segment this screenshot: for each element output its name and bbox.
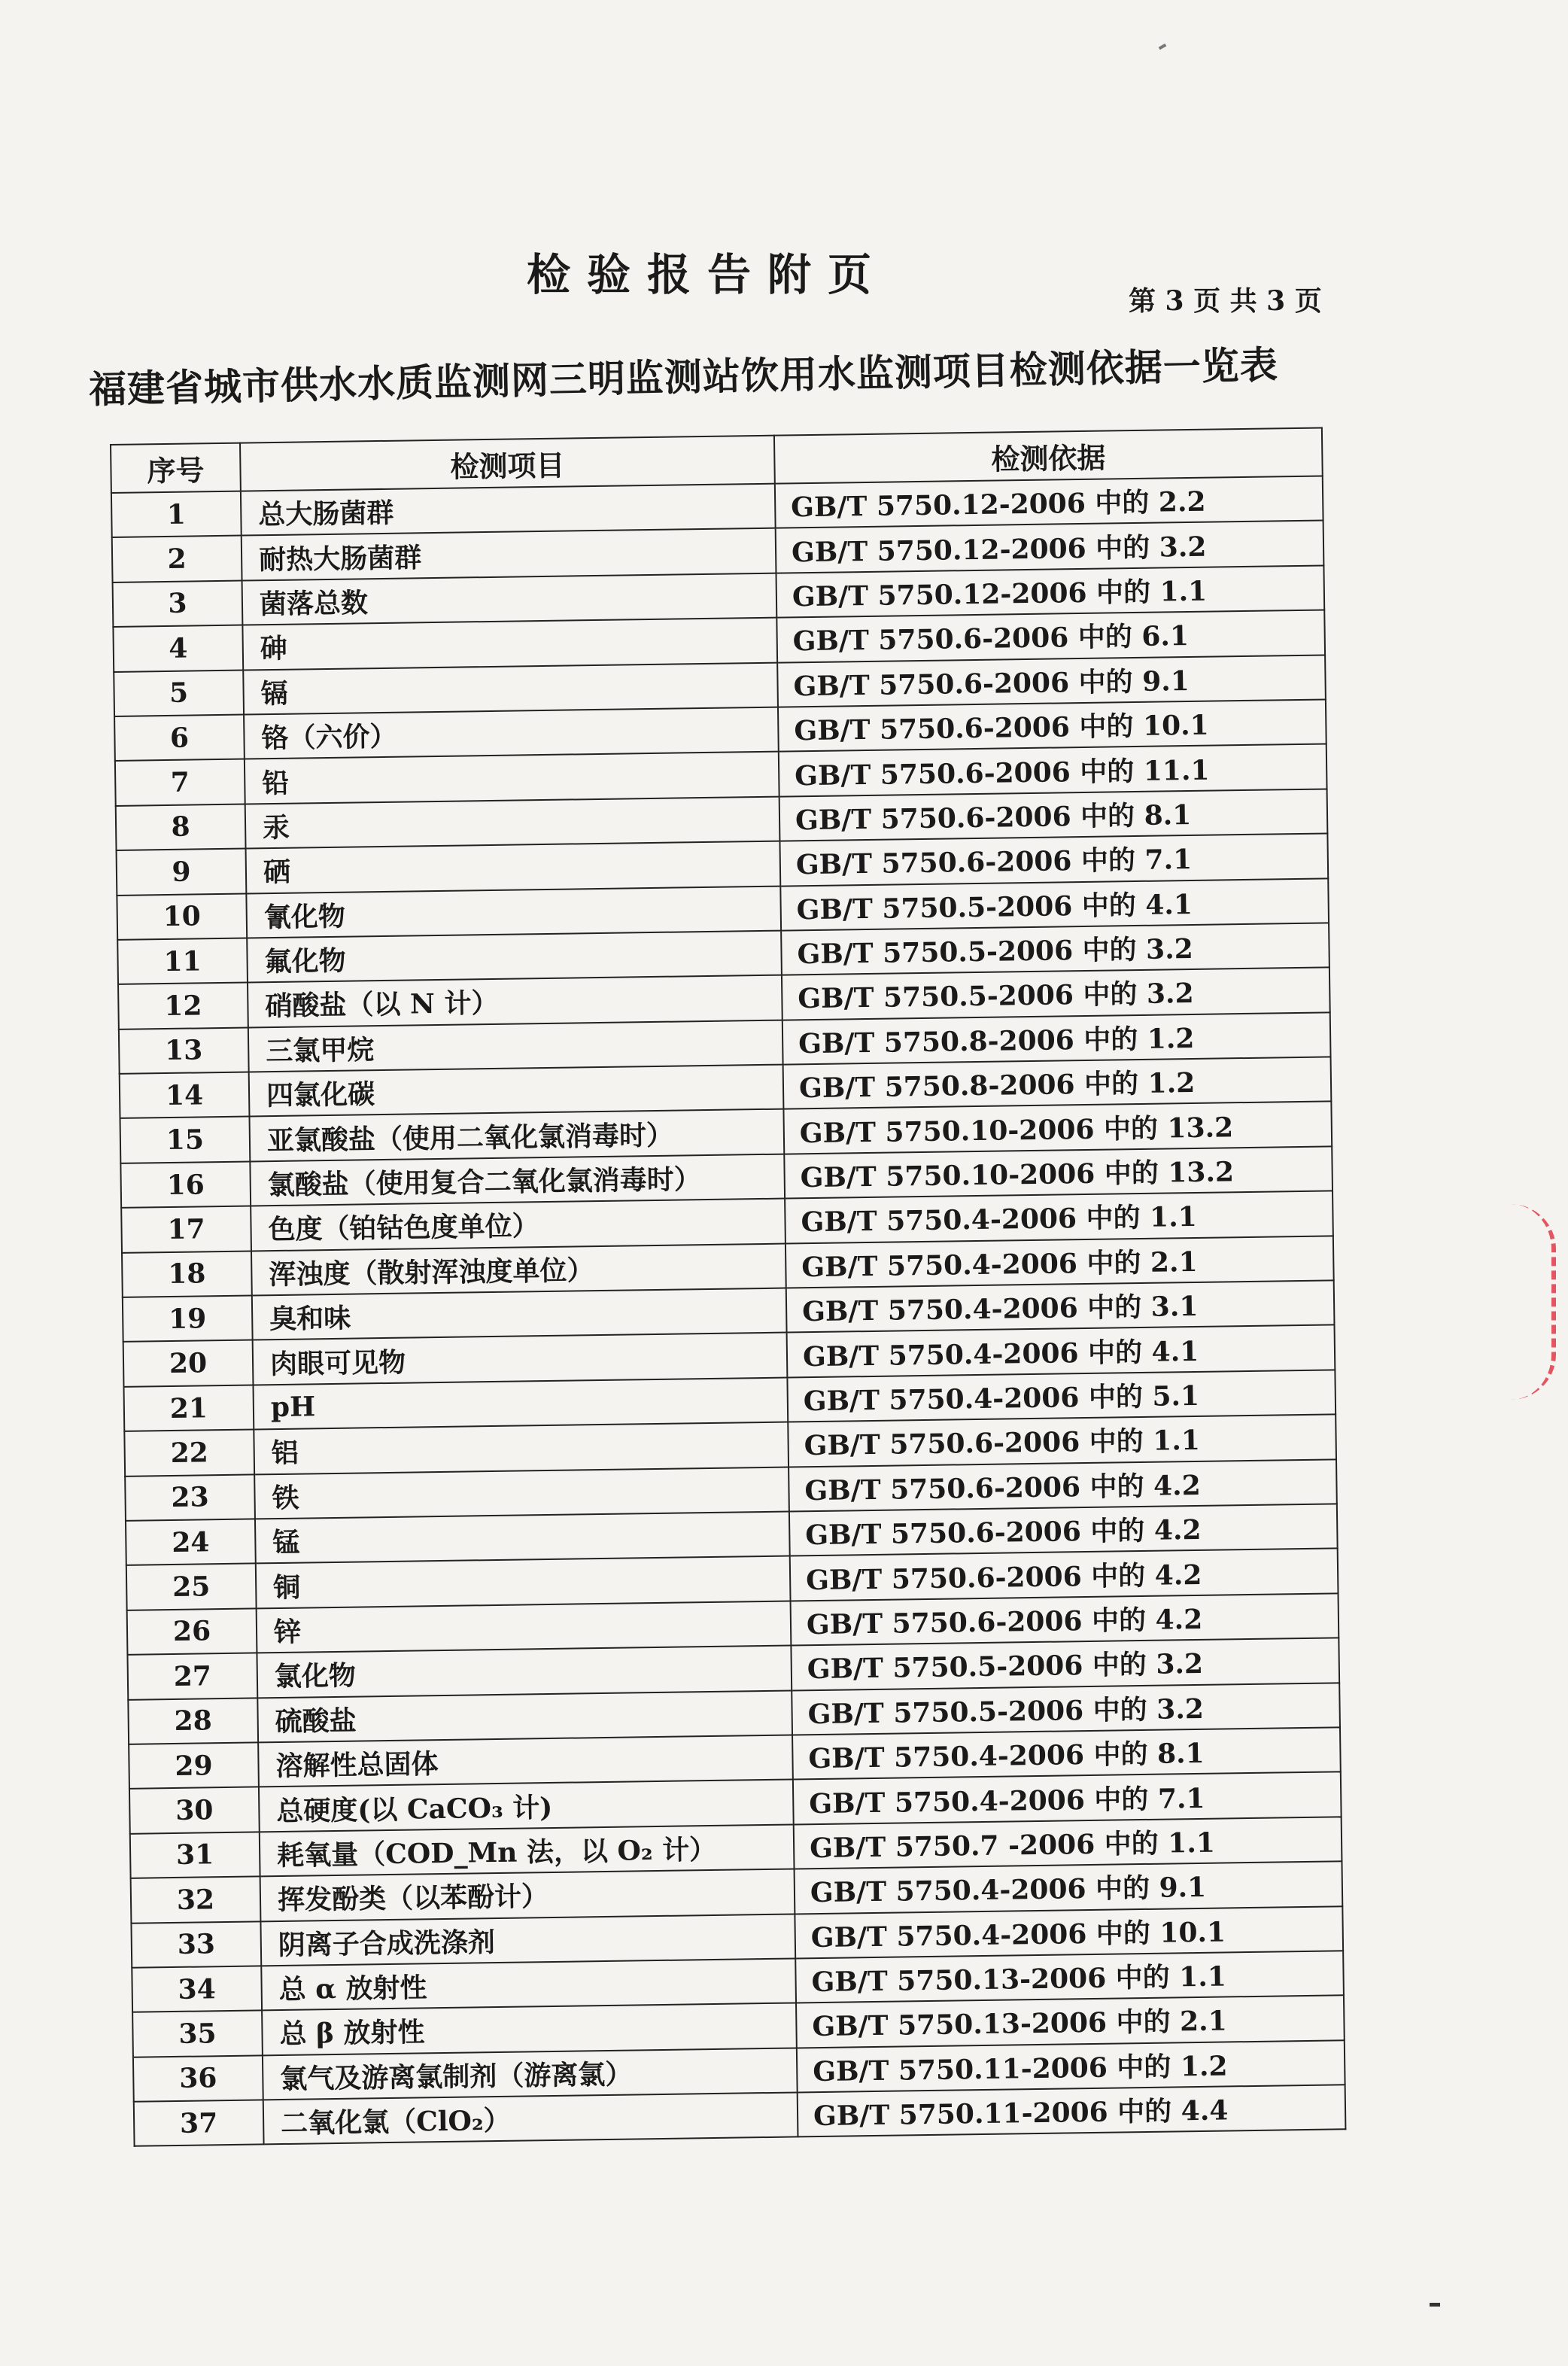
row-test-item: 亚氯酸盐（使用二氧化氯消毒时） xyxy=(249,1109,784,1161)
row-test-item: 总大肠菌群 xyxy=(241,484,776,536)
row-number: 20 xyxy=(123,1340,254,1387)
row-test-item: 挥发酚类（以苯酚计） xyxy=(260,1869,795,1921)
row-number: 5 xyxy=(114,670,244,716)
row-number: 7 xyxy=(115,759,245,806)
row-number: 19 xyxy=(123,1296,253,1343)
row-number: 30 xyxy=(129,1787,260,1834)
row-test-basis: GB/T 5750.6-2006 中的 4.2 xyxy=(789,1459,1337,1512)
row-test-item: 氰化物 xyxy=(246,886,781,938)
row-test-basis: GB/T 5750.5-2006 中的 3.2 xyxy=(781,923,1329,975)
row-test-item: 硫酸盐 xyxy=(257,1690,792,1742)
row-test-item: 氯气及游离氯制剂（游离氯） xyxy=(263,2048,798,2100)
row-test-basis: GB/T 5750.5-2006 中的 3.2 xyxy=(792,1683,1340,1735)
row-test-item: 耐热大肠菌群 xyxy=(242,528,776,580)
row-test-item: 铝 xyxy=(254,1422,789,1474)
row-test-basis: GB/T 5750.5-2006 中的 4.1 xyxy=(780,878,1329,931)
row-test-item: 浑浊度（散射浑浊度单位） xyxy=(251,1243,786,1295)
test-basis-table xyxy=(110,427,1346,2147)
row-number: 14 xyxy=(120,1072,250,1119)
row-test-item: 总 α 放射性 xyxy=(261,1958,796,2010)
row-test-item: 总 β 放射性 xyxy=(262,2003,797,2055)
row-test-item: 阴离子合成洗涤剂 xyxy=(260,1914,795,1966)
row-test-basis: GB/T 5750.4-2006 中的 4.1 xyxy=(787,1325,1336,1378)
row-test-item: 铅 xyxy=(245,752,779,804)
row-number: 36 xyxy=(133,2055,263,2102)
row-number: 17 xyxy=(121,1206,251,1253)
row-test-item: 耗氧量（COD_Mn 法，以 O₂ 计） xyxy=(260,1824,795,1876)
row-test-item: 铜 xyxy=(256,1556,791,1608)
row-test-item: 汞 xyxy=(245,796,780,848)
row-test-basis: GB/T 5750.4-2006 中的 1.1 xyxy=(785,1191,1333,1244)
row-number: 8 xyxy=(116,804,246,850)
row-test-item: 菌落总数 xyxy=(242,573,777,625)
row-test-item: 三氯甲烷 xyxy=(248,1020,783,1072)
row-test-basis: GB/T 5750.13-2006 中的 2.1 xyxy=(796,1996,1345,2048)
row-test-item: 总硬度(以 CaCO₃ 计) xyxy=(259,1780,794,1832)
row-test-basis: GB/T 5750.4-2006 中的 5.1 xyxy=(787,1370,1336,1422)
row-test-item: 锰 xyxy=(255,1512,790,1564)
row-test-item: 溶解性总固体 xyxy=(258,1735,793,1787)
row-test-item: 二氧化氯（ClO₂） xyxy=(263,2093,798,2145)
row-test-basis: GB/T 5750.6-2006 中的 7.1 xyxy=(779,834,1328,886)
row-number: 31 xyxy=(130,1832,260,1878)
row-test-basis: GB/T 5750.10-2006 中的 13.2 xyxy=(783,1102,1332,1154)
row-number: 1 xyxy=(111,491,242,538)
row-test-basis: GB/T 5750.11-2006 中的 1.2 xyxy=(797,2040,1345,2093)
row-number: 21 xyxy=(123,1385,254,1431)
row-number: 32 xyxy=(131,1877,261,1924)
row-test-basis: GB/T 5750.6-2006 中的 1.1 xyxy=(788,1415,1336,1467)
table-subtitle: 福建省城市供水水质监测网三明监测站饮用水监测项目检测依据一览表 xyxy=(88,342,1279,412)
row-test-item: 砷 xyxy=(242,618,777,670)
row-number: 3 xyxy=(113,580,243,627)
test-basis-table-wrapper xyxy=(110,427,1345,2148)
row-number: 6 xyxy=(114,715,245,762)
row-test-basis: GB/T 5750.8-2006 中的 1.2 xyxy=(782,1012,1331,1065)
row-number: 29 xyxy=(129,1742,259,1789)
row-test-item: pH xyxy=(253,1377,788,1429)
scan-speck xyxy=(1159,44,1167,50)
row-number: 24 xyxy=(126,1519,256,1565)
page-number: 第 3 页 共 3 页 xyxy=(1129,285,1322,317)
report-title: 检验报告附页 xyxy=(526,249,888,300)
column-header-item: 检测项目 xyxy=(240,436,775,491)
row-test-basis: GB/T 5750.6-2006 中的 4.2 xyxy=(789,1504,1338,1556)
row-test-item: 硒 xyxy=(246,841,781,893)
row-number: 10 xyxy=(117,893,247,940)
row-test-item: 色度（铂钴色度单位） xyxy=(251,1199,786,1251)
row-number: 27 xyxy=(127,1653,257,1700)
row-number: 18 xyxy=(122,1251,252,1297)
red-stamp-fragment xyxy=(1506,1204,1556,1400)
row-number: 35 xyxy=(132,2011,263,2057)
row-test-basis: GB/T 5750.4-2006 中的 3.1 xyxy=(786,1280,1335,1333)
row-test-item: 臭和味 xyxy=(252,1288,787,1340)
row-test-basis: GB/T 5750.12-2006 中的 2.2 xyxy=(775,476,1323,529)
row-test-basis: GB/T 5750.6-2006 中的 4.2 xyxy=(791,1593,1339,1646)
column-header-basis: 检测依据 xyxy=(774,428,1323,484)
row-test-item: 铁 xyxy=(254,1467,789,1519)
row-number: 26 xyxy=(127,1608,257,1655)
column-header-no: 序号 xyxy=(111,443,241,493)
row-test-item: 肉眼可见物 xyxy=(253,1333,788,1385)
row-number: 12 xyxy=(118,983,248,1029)
row-test-basis: GB/T 5750.6-2006 中的 6.1 xyxy=(776,610,1325,663)
row-number: 4 xyxy=(113,625,243,672)
row-test-item: 氯酸盐（使用复合二氧化氯消毒时） xyxy=(250,1154,785,1206)
row-number: 23 xyxy=(125,1474,255,1521)
row-test-basis: GB/T 5750.11-2006 中的 4.4 xyxy=(798,2085,1346,2137)
row-test-item: 氯化物 xyxy=(257,1646,792,1698)
row-test-basis: GB/T 5750.6-2006 中的 10.1 xyxy=(778,699,1326,752)
row-test-basis: GB/T 5750.6-2006 中的 8.1 xyxy=(779,789,1328,841)
row-test-basis: GB/T 5750.5-2006 中的 3.2 xyxy=(782,968,1330,1020)
row-number: 33 xyxy=(131,1921,261,1968)
row-test-basis: GB/T 5750.5-2006 中的 3.2 xyxy=(791,1638,1339,1691)
row-number: 9 xyxy=(117,849,247,896)
row-number: 28 xyxy=(128,1698,258,1744)
row-test-item: 氟化物 xyxy=(247,931,782,983)
row-test-basis: GB/T 5750.4-2006 中的 2.1 xyxy=(786,1236,1334,1288)
row-test-item: 锌 xyxy=(257,1601,792,1653)
row-test-item: 镉 xyxy=(243,662,778,714)
scan-speck xyxy=(1430,2303,1440,2307)
row-test-basis: GB/T 5750.12-2006 中的 3.2 xyxy=(776,521,1324,573)
row-number: 13 xyxy=(119,1027,249,1074)
row-number: 2 xyxy=(112,536,242,582)
row-test-basis: GB/T 5750.4-2006 中的 9.1 xyxy=(795,1861,1343,1914)
row-number: 25 xyxy=(126,1564,257,1610)
row-number: 22 xyxy=(124,1430,254,1476)
row-test-basis: GB/T 5750.6-2006 中的 11.1 xyxy=(779,744,1327,797)
row-test-item: 硝酸盐（以 N 计） xyxy=(248,975,782,1027)
row-test-basis: GB/T 5750.4-2006 中的 8.1 xyxy=(792,1727,1341,1780)
row-test-basis: GB/T 5750.13-2006 中的 1.1 xyxy=(795,1951,1344,2003)
row-test-item: 铬（六价） xyxy=(244,707,779,759)
row-test-basis: GB/T 5750.4-2006 中的 10.1 xyxy=(795,1906,1343,1959)
row-test-basis: GB/T 5750.6-2006 中的 9.1 xyxy=(777,655,1326,707)
row-test-basis: GB/T 5750.6-2006 中的 4.2 xyxy=(790,1549,1339,1601)
row-number: 34 xyxy=(132,1966,262,2012)
row-test-basis: GB/T 5750.7 -2006 中的 1.1 xyxy=(794,1817,1342,1869)
row-test-item: 四氯化碳 xyxy=(249,1065,784,1117)
row-test-basis: GB/T 5750.10-2006 中的 13.2 xyxy=(784,1146,1332,1199)
row-number: 37 xyxy=(134,2100,264,2146)
row-test-basis: GB/T 5750.12-2006 中的 1.1 xyxy=(776,565,1324,618)
row-number: 16 xyxy=(120,1161,251,1208)
row-test-basis: GB/T 5750.4-2006 中的 7.1 xyxy=(793,1772,1342,1825)
row-number: 15 xyxy=(120,1117,251,1163)
row-test-basis: GB/T 5750.8-2006 中的 1.2 xyxy=(783,1057,1332,1110)
row-number: 11 xyxy=(117,938,248,984)
